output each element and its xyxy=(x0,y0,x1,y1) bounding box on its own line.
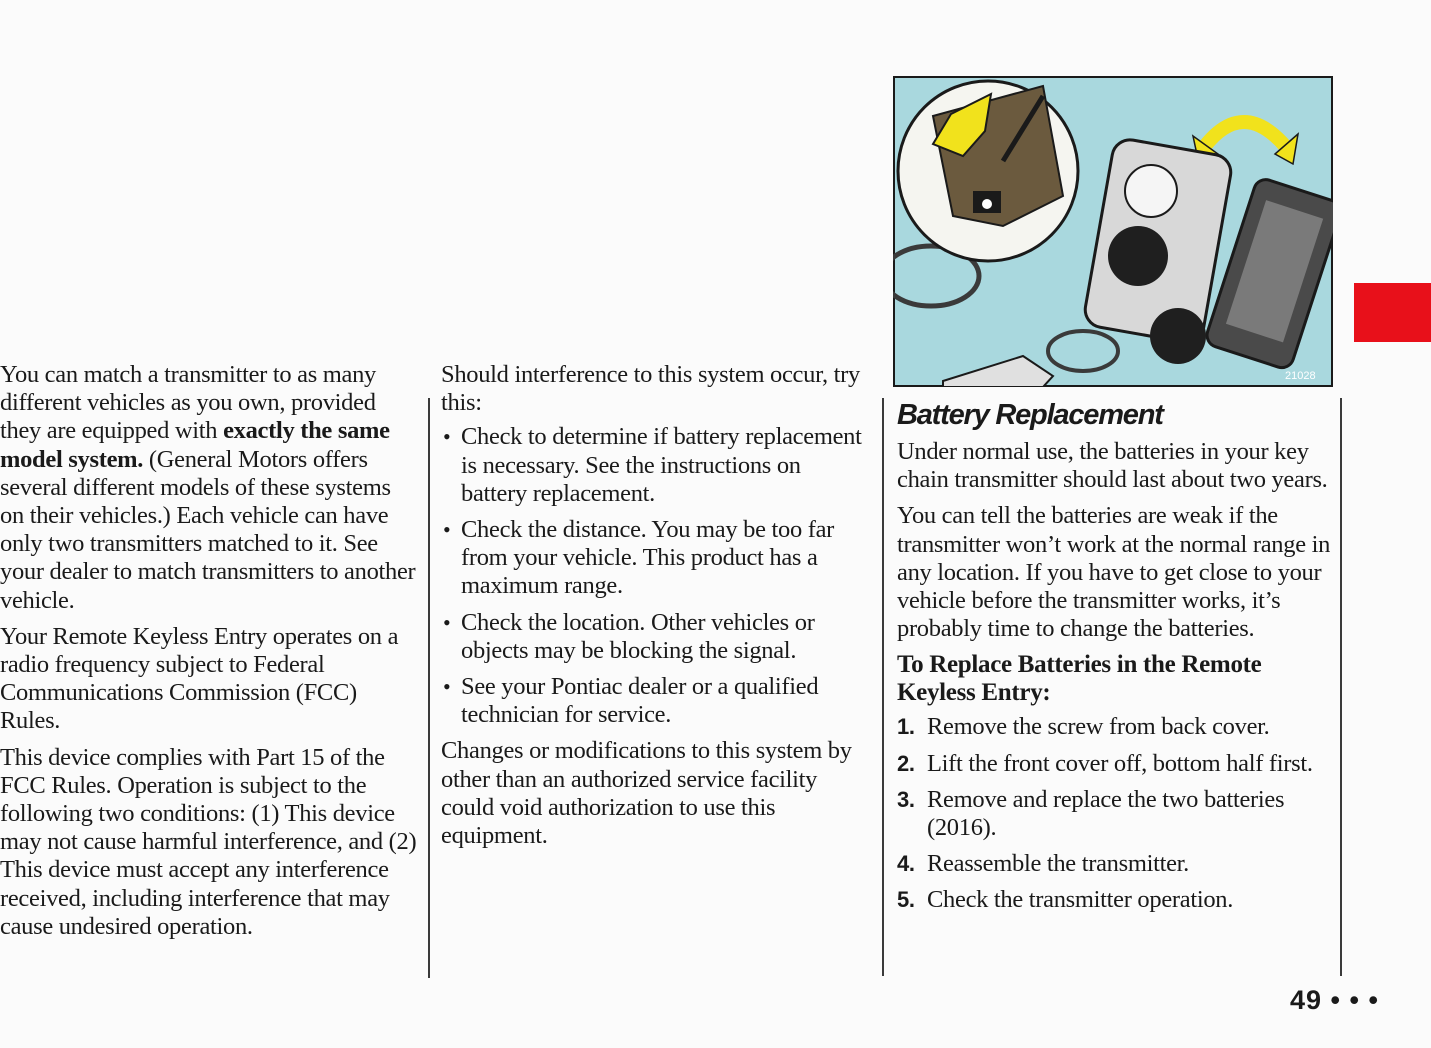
list-item: • See your Pontiac dealer or a qualified technician for service. xyxy=(441,673,871,729)
emphasis-same-model: exactly the same model system. xyxy=(0,417,390,473)
step-item: 1. Remove the screw from back cover. xyxy=(897,713,1270,741)
column-left xyxy=(0,361,418,949)
column-divider-2 xyxy=(882,398,884,976)
paragraph-fcc-rules: This device complies with Part 15 of the FCC Rules. Operation is subject to the following two conditions: (1) This device may not cause harmful interference, and (2) This device must accept any interference received, including interference that may cause undesired operation. xyxy=(0,743,417,940)
section-title: Battery Replacement xyxy=(897,399,1163,431)
step-item: 5. Check the transmitter operation. xyxy=(897,886,1234,914)
column-right xyxy=(897,398,1337,923)
paragraph-interference-intro: Should interference to this system occur, try this: xyxy=(441,361,860,417)
page-number: 49 • • • xyxy=(1290,985,1379,1015)
procedure-heading: To Replace Batteries in the Remote Keyless Entry: xyxy=(897,651,1262,707)
paragraph-fcc-radio: Your Remote Keyless Entry operates on a radio frequency subject to Federal Communications Commission (FCC) Rules. xyxy=(0,622,399,735)
battery-icon xyxy=(1108,226,1168,286)
list-item: • Check to determine if battery replacement is necessary. See the instructions on battery replacement. xyxy=(441,423,871,508)
step-item: 4. Reassemble the transmitter. xyxy=(897,850,1190,878)
transmitter-illustration xyxy=(893,76,1333,387)
paragraph-modifications: Changes or modifications to this system by other than an authorized service facility could void authorization to use this equipment. xyxy=(441,737,852,850)
column-divider-3 xyxy=(1340,398,1342,976)
paragraph-weak-batteries: You can tell the batteries are weak if the transmitter won’t work at the normal range in any location. If you have to get close to your vehicle before the transmitter works, it’s probably time to change the batteries. xyxy=(897,502,1331,643)
figure-code: 21028 xyxy=(1285,370,1316,382)
troubleshooting-list xyxy=(441,423,871,729)
list-item: • Check the distance. You may be too far from your vehicle. This product has a maximum range. xyxy=(441,516,871,601)
paragraph-matching: You can match a transmitter to as many different vehicles as you own, provided they are equipped with exactly the same model system. (General Motors offers several different models of these systems on their vehicles.) Each vehicle can have only two transmitters matched to it. See your dealer to match transmitters to another vehicle. xyxy=(0,361,416,614)
section-tab-marker xyxy=(1354,283,1431,342)
column-middle xyxy=(441,361,871,858)
step-item: 3. Remove and replace the two batteries (2016). xyxy=(897,785,1285,842)
replacement-steps xyxy=(897,713,1337,914)
list-item: • Check the location. Other vehicles or objects may be blocking the signal. xyxy=(441,609,871,665)
column-divider-1 xyxy=(428,398,430,978)
paragraph-battery-life: Under normal use, the batteries in your key chain transmitter should last about two years. xyxy=(897,438,1328,494)
step-item: 2. Lift the front cover off, bottom half first. xyxy=(897,749,1313,777)
loose-battery-icon xyxy=(1150,308,1206,364)
